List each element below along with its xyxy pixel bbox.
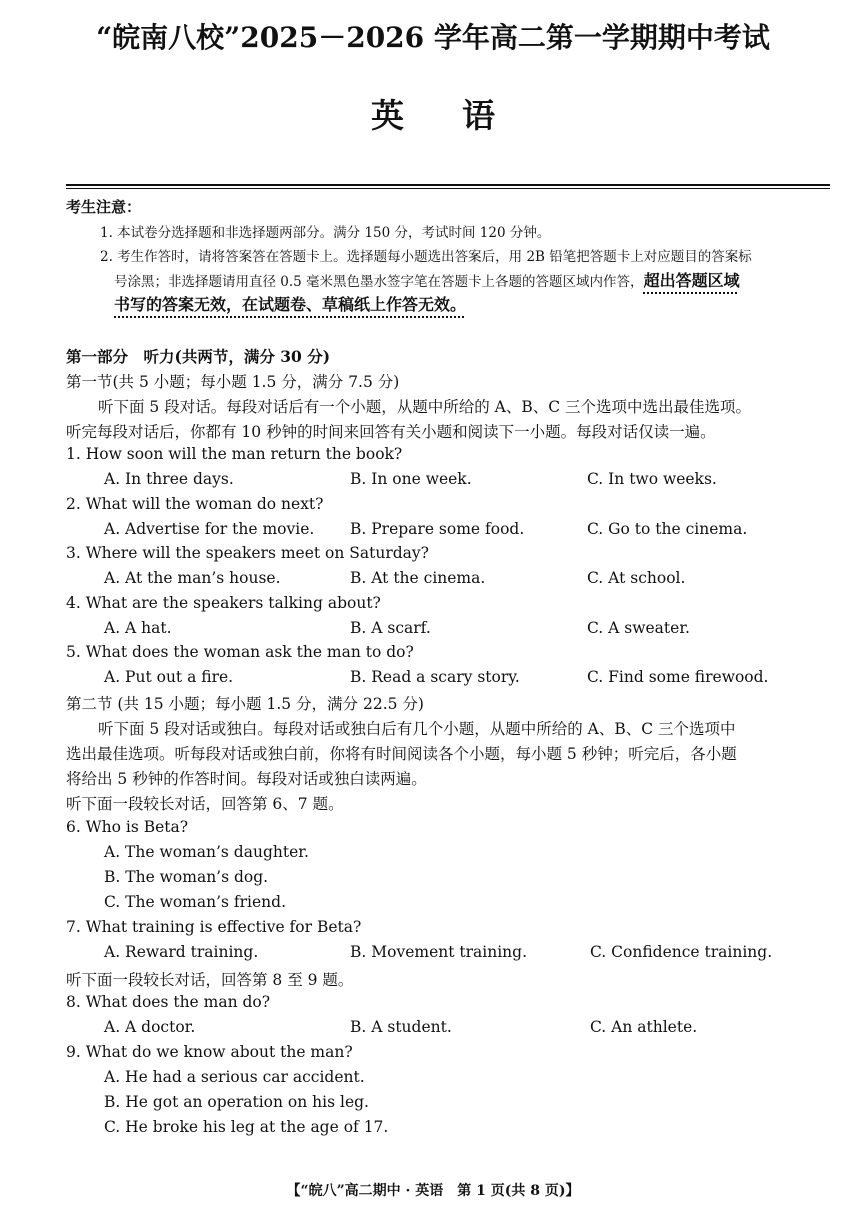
option-c: C. A sweater. xyxy=(587,619,690,637)
option-b: B. The woman’s dog. xyxy=(104,868,269,886)
notice-item-2-line-2 xyxy=(114,268,740,291)
option-c: C. He broke his leg at the age of 17. xyxy=(104,1118,389,1136)
option-a: A. A hat. xyxy=(104,619,172,637)
question-stem: 2. What will the woman do next? xyxy=(66,495,324,513)
question-stem: 3. Where will the speakers meet on Saturday? xyxy=(66,544,429,562)
option-c: C. Confidence training. xyxy=(590,943,773,961)
option-c: C. An athlete. xyxy=(590,1018,698,1036)
section2-intro-line-1: 听下面 5 段对话或独白。每段对话或独白后有几个小题，从题中所给的 A、B、C 三个选项中 xyxy=(98,720,736,738)
option-a: A. In three days. xyxy=(104,470,234,488)
question-stem: 1. How soon will the man return the book? xyxy=(66,445,403,463)
question-stem: 8. What does the man do? xyxy=(66,993,271,1011)
subject-title: 英语 xyxy=(371,96,553,135)
notice-item-2-line-3: 书写的答案无效，在试题卷、草稿纸上作答无效。 xyxy=(114,295,467,314)
option-c: C. In two weeks. xyxy=(587,470,717,488)
page-footer: 【“皖八”高二期中 · 英语 第 1 页(共 8 页)】 xyxy=(286,1183,580,1199)
notice-heading: 考生注意： xyxy=(66,198,142,216)
notice-item-2-plain: 号涂黑；非选择题请用直径 0.5 毫米黑色墨水签字笔在答题卡上各题的答题区域内作答， xyxy=(114,274,644,290)
option-b: B. Prepare some food. xyxy=(350,520,525,538)
option-a: A. Put out a fire. xyxy=(104,668,234,686)
option-a: A. Advertise for the movie. xyxy=(104,520,315,538)
section2-heading: 第二节 (共 15 小题；每小题 1.5 分，满分 22.5 分) xyxy=(66,695,424,713)
option-b: B. Read a scary story. xyxy=(350,668,520,686)
option-c: C. The woman’s friend. xyxy=(104,893,287,911)
section1-heading: 第一节(共 5 小题；每小题 1.5 分，满分 7.5 分) xyxy=(66,373,400,391)
question-stem: 7. What training is effective for Beta? xyxy=(66,918,362,936)
option-c: C. At school. xyxy=(587,569,686,587)
section1-intro-line-1: 听下面 5 段对话。每段对话后有一个小题，从题中所给的 A、B、C 三个选项中选出最佳选项。 xyxy=(98,398,752,416)
option-b: B. In one week. xyxy=(350,470,472,488)
option-a: A. At the man’s house. xyxy=(104,569,281,587)
question-stem: 5. What does the woman ask the man to do? xyxy=(66,643,414,661)
question-stem: 6. Who is Beta? xyxy=(66,818,189,836)
header-rule-thin xyxy=(66,188,830,189)
section1-intro-line-2: 听完每段对话后，你都有 10 秒钟的时间来回答有关小题和阅读下一小题。每段对话仅读一遍。 xyxy=(66,423,716,441)
option-a: A. A doctor. xyxy=(104,1018,196,1036)
option-b: B. A scarf. xyxy=(350,619,431,637)
question-stem: 4. What are the speakers talking about? xyxy=(66,594,381,612)
dialog-instruction-8-9: 听下面一段较长对话，回答第 8 至 9 题。 xyxy=(66,971,354,989)
notice-item-2-emphasis: 超出答题区域 xyxy=(643,271,740,290)
dialog-instruction-6-7: 听下面一段较长对话，回答第 6、7 题。 xyxy=(66,795,344,813)
option-c: C. Find some firewood. xyxy=(587,668,769,686)
notice-item-2-line-1: 2. 考生作答时，请将答案答在答题卡上。选择题每小题选出答案后，用 2B 铅笔把答题卡上对应题目的答案标 xyxy=(100,249,752,265)
option-a: A. Reward training. xyxy=(104,943,259,961)
option-a: A. He had a serious car accident. xyxy=(104,1068,365,1086)
notice-item-1: 1. 本试卷分选择题和非选择题两部分。满分 150 分，考试时间 120 分钟。 xyxy=(100,225,551,241)
part1-heading: 第一部分 听力(共两节，满分 30 分) xyxy=(66,347,331,366)
option-b: B. A student. xyxy=(350,1018,452,1036)
option-b: B. He got an operation on his leg. xyxy=(104,1093,369,1111)
option-b: B. Movement training. xyxy=(350,943,527,961)
section2-intro-line-3: 将给出 5 秒钟的作答时间。每段对话或独白读两遍。 xyxy=(66,770,427,788)
section2-intro-line-2: 选出最佳选项。听每段对话或独白前，你将有时间阅读各个小题，每小题 5 秒钟；听完后，各小题 xyxy=(66,745,737,763)
option-c: C. Go to the cinema. xyxy=(587,520,748,538)
option-b: B. At the cinema. xyxy=(350,569,486,587)
question-stem: 9. What do we know about the man? xyxy=(66,1043,353,1061)
exam-title: “皖南八校”2025－2026 学年高二第一学期期中考试 xyxy=(96,21,770,54)
header-rule xyxy=(66,184,830,186)
option-a: A. The woman’s daughter. xyxy=(104,843,309,861)
